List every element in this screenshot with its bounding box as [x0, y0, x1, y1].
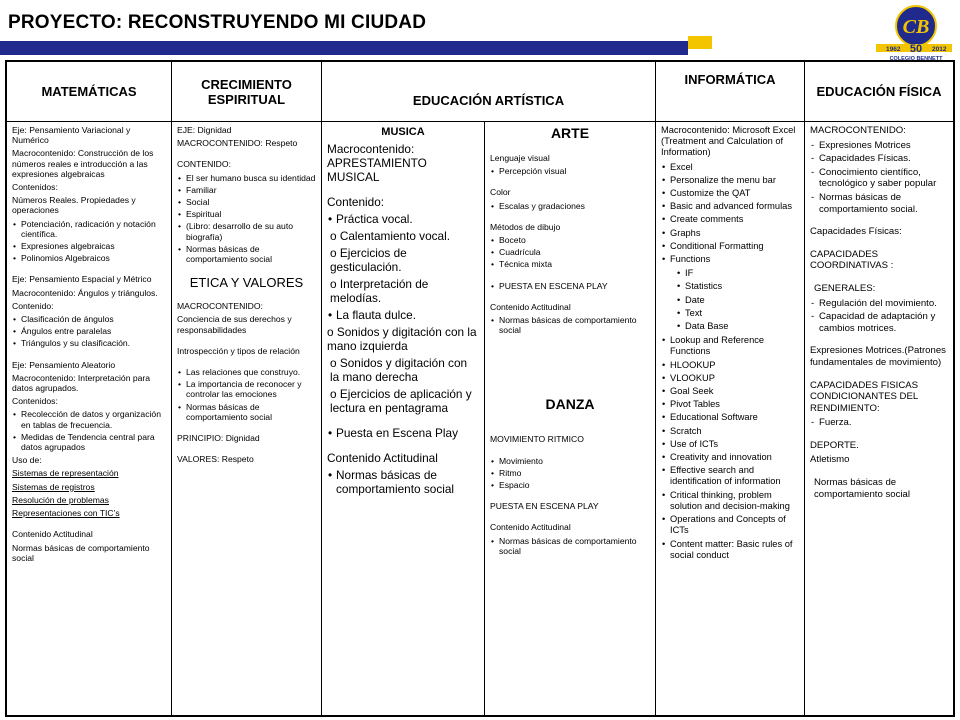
list-item: • Ritmo — [499, 468, 650, 478]
list-item: - Regulación del movimiento. — [819, 298, 948, 310]
list-item: - Fuerza. — [819, 417, 948, 429]
list-item: • El ser humano busca su identidad — [186, 173, 316, 183]
column-informatica — [656, 122, 805, 715]
list-item: • Normas básicas de comportamiento social — [186, 402, 316, 422]
text: CAPACIDADES COORDINATIVAS : — [810, 248, 894, 272]
list-item: • Escalas y gradaciones — [499, 201, 650, 211]
text: Macrocontenido: Interpretación para datos agrupados. — [12, 372, 151, 394]
list-item: • Critical thinking, problem solution and decision-making — [670, 490, 799, 512]
text: Contenido: — [12, 300, 54, 311]
text: CAPACIDADES FISICAS CONDICIONANTES DEL RENDIMIENTO: — [810, 379, 919, 414]
text: Color — [490, 187, 511, 198]
list-item: • Recolección de datos y organización en tablas de frecuencia. — [21, 409, 166, 429]
header-crecimiento-espiritual: CRECIMIENTO ESPIRITUAL — [172, 62, 322, 122]
text: PRINCIPIO: Dignidad — [177, 433, 260, 444]
list-item: • Statistics — [685, 281, 799, 292]
list-item: • Date — [685, 295, 799, 306]
list — [490, 235, 650, 270]
list — [490, 281, 650, 291]
text: CONTENIDO: — [177, 159, 231, 170]
list — [810, 140, 948, 216]
header-matematicas: MATEMÁTICAS — [7, 62, 172, 122]
list-item: • Pivot Tables — [670, 399, 799, 410]
list-item: • La importancia de reconocer y controlar las emociones — [186, 379, 316, 399]
list — [12, 219, 166, 264]
list-item: • Cuadrícula — [499, 247, 650, 257]
header-educacion-fisica: EDUCACIÓN FÍSICA — [805, 62, 953, 122]
list-item: • La flauta dulce. — [336, 308, 479, 322]
svg-text:COLEGIO BENNETT: COLEGIO BENNETT — [889, 56, 943, 62]
list — [810, 298, 948, 335]
list — [490, 315, 650, 335]
text: Números Reales. Propiedades y operaciones — [12, 195, 136, 216]
text: Lenguaje visual — [490, 153, 550, 163]
text: Macrocontenido: Ángulos y triángulos. — [12, 287, 158, 298]
list-item: • Content matter: Basic rules of social conduct — [670, 539, 799, 561]
list-item: • Espiritual — [186, 209, 316, 219]
list-item: • Effective search and identification of information — [670, 465, 799, 487]
text: Métodos de dibujo — [490, 221, 561, 232]
text: EJE: Dignidad — [177, 125, 232, 135]
column-matematicas — [7, 122, 172, 715]
list-item: • IF — [685, 268, 799, 279]
curriculum-table — [5, 60, 955, 717]
list-item: - Capacidad de adaptación y cambios motrices. — [819, 311, 948, 334]
text: o Interpretación de melodías. — [330, 277, 429, 305]
list-item: • Triángulos y su clasificación. — [21, 338, 166, 348]
text: Contenido Actitudinal — [327, 451, 438, 465]
list-item: • Personalize the menu bar — [670, 175, 799, 186]
text: o Ejercicios de gesticulación. — [330, 246, 407, 274]
list — [661, 162, 799, 266]
page-title: PROYECTO: RECONSTRUYENDO MI CIUDAD — [8, 12, 427, 33]
text: Conciencia de sus derechos y responsabilidades — [177, 314, 292, 335]
text: Normas básicas de comportamiento social — [12, 542, 150, 563]
list — [12, 409, 166, 452]
column-crecimiento-espiritual — [172, 122, 322, 715]
text: MACROCONTENIDO: — [810, 125, 906, 136]
list — [490, 166, 650, 176]
text: o Calentamiento vocal. — [330, 229, 451, 243]
column-educacion-fisica — [805, 122, 953, 715]
list-item: • Boceto — [499, 235, 650, 245]
list — [810, 417, 948, 429]
list-item: - Normas básicas de comportamiento social. — [819, 192, 948, 215]
list-item: • Scratch — [670, 426, 799, 437]
text: MACROCONTENIDO: Respeto — [177, 138, 298, 149]
list-item: • VLOOKUP — [670, 373, 799, 384]
list — [490, 536, 650, 556]
list-item: • Espacio — [499, 480, 650, 490]
section-heading-musica: MUSICA — [381, 126, 425, 138]
text: MOVIMIENTO RITMICO — [490, 434, 584, 445]
text: Resolución de problemas — [12, 494, 109, 505]
text: Contenido Actitudinal — [490, 522, 571, 533]
list-item: • Creativity and innovation — [670, 452, 799, 463]
list-item: • Data Base — [685, 321, 799, 332]
text: GENERALES: — [814, 282, 876, 294]
text: Capacidades Físicas: — [810, 226, 902, 238]
text: Introspección y tipos de relación — [177, 345, 300, 356]
list-item: • Familiar — [186, 185, 316, 195]
list — [177, 367, 316, 422]
header-informatica: INFORMÁTICA — [656, 62, 805, 122]
list — [177, 173, 316, 265]
list-item: • Movimiento — [499, 456, 650, 466]
column-musica — [322, 122, 485, 715]
list-item: • Potenciación, radicación y notación científica. — [21, 219, 166, 239]
text: Sistemas de representación — [12, 468, 119, 479]
list-item: • Puesta en Escena Play — [336, 426, 479, 440]
list — [490, 201, 650, 211]
text: Eje: Pensamiento Espacial y Métrico — [12, 274, 152, 285]
list — [490, 456, 650, 491]
list-item: • Text — [685, 308, 799, 319]
list — [327, 468, 479, 496]
list — [327, 212, 479, 226]
text: Uso de: — [12, 455, 42, 466]
text: o Ejercicios de aplicación y lectura en pentagrama — [330, 387, 472, 415]
list-item: • Lookup and Reference Functions — [670, 335, 799, 357]
sublist — [661, 268, 799, 332]
list-item: • Create comments — [670, 214, 799, 225]
section-heading-danza: DANZA — [545, 396, 595, 413]
text: Representaciones con TIC’s — [12, 508, 120, 519]
list-item: • Clasificación de ángulos — [21, 314, 166, 324]
text: Normas básicas de comportamiento social — [814, 477, 910, 500]
list-item: • Conditional Formatting — [670, 241, 799, 252]
text: o Sonidos y digitación con la mano derecha — [330, 356, 468, 384]
svg-text:2012: 2012 — [932, 46, 947, 53]
list — [327, 426, 479, 440]
list-item: • Normas básicas de comportamiento social — [499, 315, 650, 335]
list-item: • Polinomios Algebraicos — [21, 253, 166, 263]
section-heading-arte: ARTE — [550, 125, 590, 141]
text: Contenidos: — [12, 182, 58, 193]
text: Expresiones Motrices.(Patrones fundamentales de movimiento) — [810, 345, 946, 368]
text: Contenido: — [327, 195, 385, 209]
list-item: • Social — [186, 197, 316, 207]
list-item: • Operations and Concepts of ICTs — [670, 514, 799, 536]
section-heading-etica: ETICA Y VALORES — [189, 275, 304, 291]
list-item: • Normas básicas de comportamiento social — [499, 536, 650, 556]
list-item: • Functions — [670, 254, 799, 265]
text: Eje: Pensamiento Aleatorio — [12, 359, 116, 370]
text: Contenido Actitudinal — [12, 529, 93, 540]
text: VALORES: Respeto — [177, 454, 254, 465]
list-item: • Customize the QAT — [670, 188, 799, 199]
list — [327, 308, 479, 322]
list-item: • Normas básicas de comportamiento social — [336, 468, 479, 496]
text: Macrocontenido: APRESTAMIENTO MUSICAL — [327, 142, 427, 184]
text: PUESTA EN ESCENA PLAY — [490, 501, 599, 512]
list-item: - Capacidades Físicas. — [819, 153, 948, 165]
list-item: • Goal Seek — [670, 386, 799, 397]
list — [661, 335, 799, 561]
text: Contenido Actitudinal — [490, 301, 571, 312]
school-logo — [872, 4, 956, 62]
list-item: • Ángulos entre paralelas — [21, 326, 166, 336]
text: Macrocontenido: Construcción de los números reales e introducción a las expresiones algebraicas — [12, 148, 154, 179]
svg-text:50: 50 — [909, 43, 923, 55]
text: Eje: Pensamiento Variacional y Numérico — [12, 125, 131, 146]
title-underline-bar — [0, 41, 688, 55]
column-arte-danza — [485, 122, 656, 715]
list-item: • Educational Software — [670, 412, 799, 423]
list-item: • PUESTA EN ESCENA PLAY — [499, 281, 650, 291]
list-item: • HLOOKUP — [670, 360, 799, 371]
text: Atletismo — [810, 454, 850, 466]
list-item: • Basic and advanced formulas — [670, 201, 799, 212]
list-item: • Técnica mixta — [499, 259, 650, 269]
list-item: - Expresiones Motrices — [819, 140, 948, 152]
text: Sistemas de registros — [12, 481, 95, 492]
list-item: • Graphs — [670, 228, 799, 239]
list-item: • Expresiones algebraicas — [21, 241, 166, 251]
list-item: • Práctica vocal. — [336, 212, 479, 226]
list — [12, 314, 166, 349]
svg-text:CB: CB — [902, 16, 930, 38]
text: Contenidos: — [12, 396, 58, 407]
list-item: - Conocimiento científico, tecnológico y saber popular — [819, 167, 948, 190]
text: DEPORTE. — [810, 439, 859, 451]
list-item: • (Libro: desarrollo de su auto biografía) — [186, 221, 316, 241]
list-item: • Normas básicas de comportamiento social — [186, 244, 316, 264]
header-educacion-artistica: EDUCACIÓN ARTÍSTICA — [322, 62, 656, 122]
list-item: • Percepción visual — [499, 166, 650, 176]
svg-text:1962: 1962 — [886, 46, 901, 53]
text: MACROCONTENIDO: — [177, 301, 263, 312]
list-item: • Excel — [670, 162, 799, 173]
list-item: • Use of ICTs — [670, 439, 799, 450]
text: o Sonidos y digitación con la mano izquierda — [327, 325, 477, 353]
text: Macrocontenido: Microsoft Excel (Treatment and Calculation of Information) — [661, 125, 796, 158]
title-accent-bar — [688, 36, 712, 49]
list-item: • Medidas de Tendencia central para datos agrupados — [21, 432, 166, 452]
list-item: • Las relaciones que construyo. — [186, 367, 316, 377]
